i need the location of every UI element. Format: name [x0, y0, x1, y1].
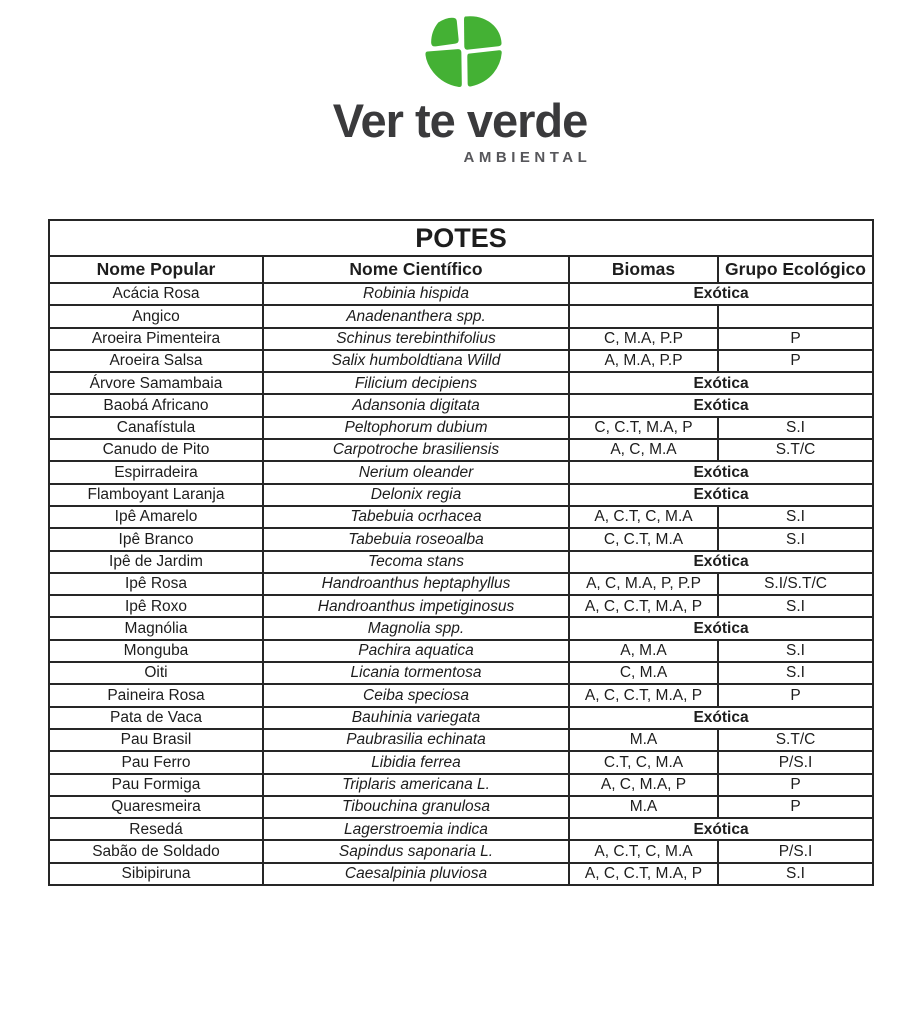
table-row — [49, 439, 873, 461]
exotic-merged-cell: Exótica — [569, 818, 873, 840]
popular-name-cell: Pata de Vaca — [49, 707, 263, 729]
scientific-name-cell: Triplaris americana L. — [263, 774, 569, 796]
table-row — [49, 863, 873, 885]
scientific-name-cell: Adansonia digitata — [263, 394, 569, 416]
table-row — [49, 283, 873, 305]
ecological-group-cell: S.T/C — [718, 439, 873, 461]
popular-name-cell: Canafístula — [49, 417, 263, 439]
biomes-cell: A, C, C.T, M.A, P — [569, 684, 718, 706]
exotic-merged-cell: Exótica — [569, 707, 873, 729]
biomes-cell: C.T, C, M.A — [569, 751, 718, 773]
table-row — [49, 595, 873, 617]
biomes-cell: M.A — [569, 729, 718, 751]
exotic-merged-cell: Exótica — [569, 484, 873, 506]
scientific-name-cell: Lagerstroemia indica — [263, 818, 569, 840]
table-row — [49, 461, 873, 483]
scientific-name-cell: Sapindus saponaria L. — [263, 840, 569, 862]
ecological-group-cell: S.T/C — [718, 729, 873, 751]
table-row — [49, 684, 873, 706]
popular-name-cell: Angico — [49, 305, 263, 327]
scientific-name-cell: Caesalpinia pluviosa — [263, 863, 569, 885]
exotic-merged-cell: Exótica — [569, 461, 873, 483]
scientific-name-cell: Tibouchina granulosa — [263, 796, 569, 818]
biomes-cell: C, C.T, M.A — [569, 528, 718, 550]
table-title-row — [49, 220, 873, 256]
ecological-group-cell: P — [718, 796, 873, 818]
scientific-name-cell: Delonix regia — [263, 484, 569, 506]
brand-logo — [0, 16, 920, 166]
biomes-cell: C, C.T, M.A, P — [569, 417, 718, 439]
scientific-name-cell: Salix humboldtiana Willd — [263, 350, 569, 372]
ecological-group-cell: P/S.I — [718, 751, 873, 773]
table-row — [49, 551, 873, 573]
ecological-group-cell: S.I/S.T/C — [718, 573, 873, 595]
popular-name-cell: Acácia Rosa — [49, 283, 263, 305]
ecological-group-cell: S.I — [718, 863, 873, 885]
table-row — [49, 506, 873, 528]
scientific-name-cell: Magnolia spp. — [263, 617, 569, 639]
table-row — [49, 796, 873, 818]
popular-name-cell: Ipê Roxo — [49, 595, 263, 617]
table-row — [49, 707, 873, 729]
species-table — [48, 219, 874, 886]
popular-name-cell: Aroeira Pimenteira — [49, 328, 263, 350]
table-row — [49, 818, 873, 840]
popular-name-cell: Árvore Samambaia — [49, 372, 263, 394]
biomes-cell: A, C.T, C, M.A — [569, 506, 718, 528]
table-header-row — [49, 256, 873, 283]
table-row — [49, 417, 873, 439]
scientific-name-cell: Tabebuia ocrhacea — [263, 506, 569, 528]
column-header-nome-cientifico: Nome Científico — [263, 256, 569, 283]
ecological-group-cell: S.I — [718, 662, 873, 684]
exotic-merged-cell: Exótica — [569, 283, 873, 305]
ecological-group-cell: S.I — [718, 640, 873, 662]
exotic-merged-cell: Exótica — [569, 551, 873, 573]
biomes-cell: C, M.A — [569, 662, 718, 684]
table-row — [49, 305, 873, 327]
biomes-cell: A, C, M.A — [569, 439, 718, 461]
biomes-cell: A, C, C.T, M.A, P — [569, 595, 718, 617]
brand-wordmark — [332, 94, 592, 166]
popular-name-cell: Ipê Amarelo — [49, 506, 263, 528]
scientific-name-cell: Carpotroche brasiliensis — [263, 439, 569, 461]
popular-name-cell: Resedá — [49, 818, 263, 840]
popular-name-cell: Ipê de Jardim — [49, 551, 263, 573]
brand-name: Ver te verde — [332, 94, 588, 147]
column-header-nome-popular: Nome Popular — [49, 256, 263, 283]
ecological-group-cell: S.I — [718, 417, 873, 439]
popular-name-cell: Magnólia — [49, 617, 263, 639]
brand-tagline: AMBIENTAL — [463, 149, 592, 166]
column-header-grupo-ecologico: Grupo Ecológico — [718, 256, 873, 283]
biomes-cell: A, C, M.A, P — [569, 774, 718, 796]
scientific-name-cell: Licania tormentosa — [263, 662, 569, 684]
scientific-name-cell: Robinia hispida — [263, 283, 569, 305]
scientific-name-cell: Filicium decipiens — [263, 372, 569, 394]
ecological-group-cell: S.I — [718, 506, 873, 528]
biomes-cell — [569, 305, 718, 327]
scientific-name-cell: Anadenanthera spp. — [263, 305, 569, 327]
ecological-group-cell: P — [718, 350, 873, 372]
ecological-group-cell: S.I — [718, 528, 873, 550]
biomes-cell: A, C.T, C, M.A — [569, 840, 718, 862]
scientific-name-cell: Tecoma stans — [263, 551, 569, 573]
popular-name-cell: Pau Formiga — [49, 774, 263, 796]
scientific-name-cell: Peltophorum dubium — [263, 417, 569, 439]
popular-name-cell: Aroeira Salsa — [49, 350, 263, 372]
scientific-name-cell: Paubrasilia echinata — [263, 729, 569, 751]
table-row — [49, 372, 873, 394]
biomes-cell: A, M.A, P.P — [569, 350, 718, 372]
table-row — [49, 617, 873, 639]
scientific-name-cell: Ceiba speciosa — [263, 684, 569, 706]
popular-name-cell: Ipê Rosa — [49, 573, 263, 595]
biomes-cell: A, C, C.T, M.A, P — [569, 863, 718, 885]
exotic-merged-cell: Exótica — [569, 617, 873, 639]
scientific-name-cell: Handroanthus heptaphyllus — [263, 573, 569, 595]
scientific-name-cell: Tabebuia roseoalba — [263, 528, 569, 550]
scientific-name-cell: Libidia ferrea — [263, 751, 569, 773]
popular-name-cell: Sibipiruna — [49, 863, 263, 885]
popular-name-cell: Monguba — [49, 640, 263, 662]
ecological-group-cell: P — [718, 774, 873, 796]
ecological-group-cell: S.I — [718, 595, 873, 617]
biomes-cell: C, M.A, P.P — [569, 328, 718, 350]
column-header-biomas: Biomas — [569, 256, 718, 283]
ecological-group-cell: P/S.I — [718, 840, 873, 862]
table-row — [49, 328, 873, 350]
popular-name-cell: Pau Ferro — [49, 751, 263, 773]
table-title: POTES — [49, 220, 873, 256]
exotic-merged-cell: Exótica — [569, 372, 873, 394]
popular-name-cell: Oiti — [49, 662, 263, 684]
popular-name-cell: Baobá Africano — [49, 394, 263, 416]
table-row — [49, 840, 873, 862]
scientific-name-cell: Handroanthus impetiginosus — [263, 595, 569, 617]
table-row — [49, 662, 873, 684]
scientific-name-cell: Bauhinia variegata — [263, 707, 569, 729]
scientific-name-cell: Nerium oleander — [263, 461, 569, 483]
exotic-merged-cell: Exótica — [569, 394, 873, 416]
popular-name-cell: Pau Brasil — [49, 729, 263, 751]
sprout-leaf-icon — [420, 16, 504, 91]
table-row — [49, 528, 873, 550]
ecological-group-cell: P — [718, 328, 873, 350]
biomes-cell: A, C, M.A, P, P.P — [569, 573, 718, 595]
popular-name-cell: Ipê Branco — [49, 528, 263, 550]
popular-name-cell: Espirradeira — [49, 461, 263, 483]
biomes-cell: M.A — [569, 796, 718, 818]
popular-name-cell: Flamboyant Laranja — [49, 484, 263, 506]
table-row — [49, 729, 873, 751]
table-row — [49, 350, 873, 372]
popular-name-cell: Paineira Rosa — [49, 684, 263, 706]
table-row — [49, 484, 873, 506]
biomes-cell: A, M.A — [569, 640, 718, 662]
popular-name-cell: Quaresmeira — [49, 796, 263, 818]
table-row — [49, 640, 873, 662]
table-row — [49, 751, 873, 773]
table-row — [49, 774, 873, 796]
scientific-name-cell: Schinus terebinthifolius — [263, 328, 569, 350]
popular-name-cell: Sabão de Soldado — [49, 840, 263, 862]
table-row — [49, 573, 873, 595]
scientific-name-cell: Pachira aquatica — [263, 640, 569, 662]
ecological-group-cell — [718, 305, 873, 327]
table-row — [49, 394, 873, 416]
popular-name-cell: Canudo de Pito — [49, 439, 263, 461]
ecological-group-cell: P — [718, 684, 873, 706]
